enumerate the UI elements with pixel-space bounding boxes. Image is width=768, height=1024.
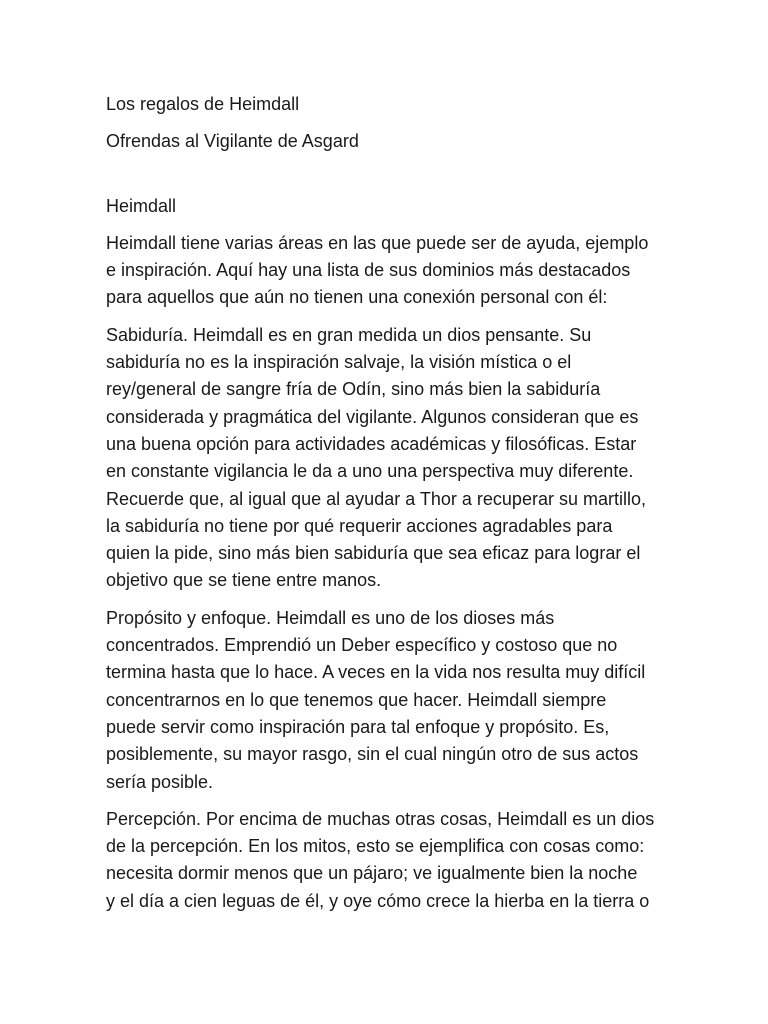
paragraph-line: termina hasta que lo hace. A veces en la vida nos resulta muy difícil bbox=[106, 662, 646, 683]
paragraph-line: Propósito y enfoque. Heimdall es uno de los dioses más bbox=[106, 607, 555, 628]
paragraph-line: la sabiduría no tiene por qué requerir acciones agradables para bbox=[106, 515, 613, 536]
paragraph-line: Heimdall tiene varias áreas en las que puede ser de ayuda, ejemplo bbox=[106, 232, 649, 253]
paragraph-line: Recuerde que, al igual que al ayudar a Thor a recuperar su martillo, bbox=[106, 488, 646, 509]
paragraph-line: e inspiración. Aquí hay una lista de sus dominios más destacados bbox=[106, 260, 631, 281]
paragraph-line: puede servir como inspiración para tal enfoque y propósito. Es, bbox=[106, 716, 610, 737]
paragraph-line: y el día a cien leguas de él, y oye cómo crece la hierba en la tierra o bbox=[106, 890, 650, 911]
paragraph-sabiduria bbox=[106, 322, 658, 595]
paragraph-line: en constante vigilancia le da a uno una perspectiva muy diferente. bbox=[106, 461, 634, 482]
paragraph-proposito bbox=[106, 605, 658, 796]
paragraph-line: Percepción. Por encima de muchas otras cosas, Heimdall es un dios bbox=[106, 808, 655, 829]
paragraph-line: sabiduría no es la inspiración salvaje, la visión mística o el bbox=[106, 352, 572, 373]
paragraph-line: para aquellos que aún no tienen una conexión personal con él: bbox=[106, 287, 608, 308]
paragraph-intro bbox=[106, 230, 658, 312]
paragraph-line: necesita dormir menos que un pájaro; ve igualmente bien la noche bbox=[106, 863, 638, 884]
paragraph-line: de la percepción. En los mitos, esto se ejemplifica con cosas como: bbox=[106, 836, 645, 857]
document-subtitle: Ofrendas al Vigilante de Asgard bbox=[106, 131, 359, 152]
paragraph-line: objetivo que se tiene entre manos. bbox=[106, 570, 382, 591]
paragraph-line: concentrarnos en lo que tenemos que hacer. Heimdall siempre bbox=[106, 689, 607, 710]
paragraph-line: considerada y pragmática del vigilante. Algunos consideran que es bbox=[106, 406, 639, 427]
section-heading: Heimdall bbox=[106, 195, 177, 216]
paragraph-line: Sabiduría. Heimdall es en gran medida un dios pensante. Su bbox=[106, 324, 592, 345]
paragraph-line: concentrados. Emprendió un Deber específico y costoso que no bbox=[106, 635, 618, 656]
paragraph-line: rey/general de sangre fría de Odín, sino más bien la sabiduría bbox=[106, 379, 601, 400]
document-title: Los regalos de Heimdall bbox=[106, 94, 300, 114]
paragraph-line: una buena opción para actividades académicas y filosóficas. Estar bbox=[106, 433, 637, 454]
paragraph-line: quien la pide, sino más bien sabiduría que sea eficaz para lograr el bbox=[106, 543, 641, 564]
paragraph-line: posiblemente, su mayor rasgo, sin el cual ningún otro de sus actos bbox=[106, 744, 639, 765]
paragraph-percepcion bbox=[106, 806, 658, 915]
paragraph-line: sería posible. bbox=[106, 771, 214, 792]
document-page bbox=[106, 91, 658, 925]
